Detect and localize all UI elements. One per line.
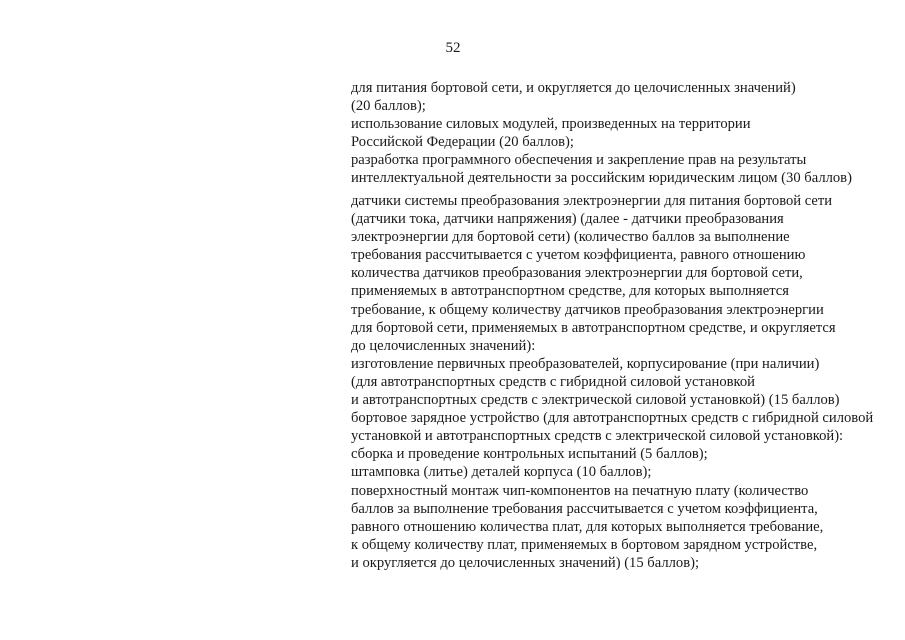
text-line: до целочисленных значений): [351,337,536,354]
text-line: (датчики тока, датчики напряжения) (далее - датчики преобразования [351,211,784,228]
text-block-sensors [351,192,881,572]
text-line: электроэнергии для бортовой сети) (количество баллов за выполнение [351,229,790,246]
text-line: интеллектуальной деятельности за российским юридическим лицом (30 баллов) [351,170,852,187]
text-line: Российской Федерации (20 баллов); [351,134,574,151]
text-line: датчики системы преобразования электроэнергии для питания бортовой сети [351,193,833,209]
text-line: изготовление первичных преобразователей, корпусирование (при наличии) [351,355,820,372]
text-line: баллов за выполнение требования рассчитывается с учетом коэффициента, [351,500,818,517]
text-line: количества датчиков преобразования электроэнергии для бортовой сети, [351,265,803,282]
text-line: и автотранспортных средств с электрической силовой установкой) (15 баллов) [351,392,840,409]
page-number: 52 [445,40,461,56]
text-line: и округляется до целочисленных значений) (15 баллов); [351,554,699,571]
text-line: требования рассчитывается с учетом коэффициента, равного отношению [351,247,806,264]
text-line: установкой и автотранспортных средств с электрической силовой установкой): [351,428,844,445]
text-line: к общему количеству плат, применяемых в бортовом зарядном устройстве, [351,536,818,553]
text-line: для питания бортовой сети, и округляется до целочисленных значений) [351,80,796,96]
text-line: (для автотранспортных средств с гибридной силовой установкой [351,373,755,390]
text-line: сборка и проведение контрольных испытаний (5 баллов); [351,446,708,463]
text-line: для бортовой сети, применяемых в автотранспортном средстве, и округляется [351,319,836,336]
text-line: поверхностный монтаж чип-компонентов на печатную плату (количество [351,482,809,499]
text-line: (20 баллов); [351,98,426,115]
text-line: бортовое зарядное устройство (для автотранспортных средств с гибридной силовой [351,410,874,427]
text-line: разработка программного обеспечения и закрепление прав на результаты [351,152,807,169]
text-line: требование, к общему количеству датчиков преобразования электроэнергии [351,301,824,318]
text-line: использование силовых модулей, произведенных на территории [351,116,751,133]
text-block-continuation [351,79,881,188]
text-line: штамповка (литье) деталей корпуса (10 баллов); [351,464,652,481]
text-line: применяемых в автотранспортном средстве, для которых выполняется [351,283,789,300]
text-line: равного отношению количества плат, для которых выполняется требование, [351,518,824,535]
